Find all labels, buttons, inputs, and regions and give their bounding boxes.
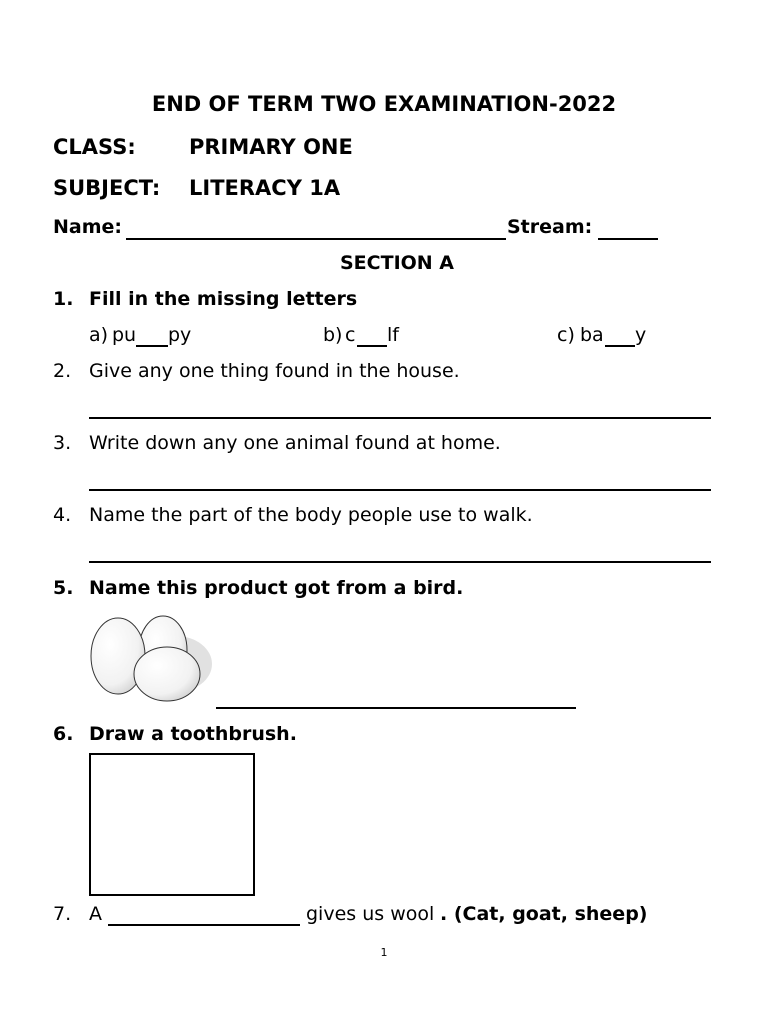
question-3-text: Write down any one animal found at home. [89, 432, 501, 454]
eggs-illustration [88, 612, 216, 704]
option-a-after: py [168, 324, 192, 346]
option-b-after: lf [387, 324, 399, 346]
question-4-text: Name the part of the body people use to walk. [89, 504, 533, 526]
question-3-number: 3. [53, 432, 72, 454]
question-7-number: 7. [53, 903, 72, 925]
subject-value: LITERACY 1A [189, 176, 341, 200]
drawing-box[interactable] [89, 753, 255, 896]
name-blank[interactable] [126, 238, 506, 240]
exam-title: END OF TERM TWO EXAMINATION-2022 [151, 92, 617, 116]
question-2-number: 2. [53, 360, 72, 382]
option-b-blank[interactable] [357, 345, 387, 347]
stream-label: Stream: [507, 216, 593, 238]
question-5-answer-line[interactable] [216, 707, 576, 709]
class-label: CLASS: [53, 135, 136, 159]
question-4-answer-line[interactable] [89, 561, 711, 563]
question-6-text: Draw a toothbrush. [89, 723, 297, 745]
question-7-hint: . (Cat, goat, sheep) [440, 903, 648, 925]
subject-label: SUBJECT: [53, 176, 161, 200]
question-5-text: Name this product got from a bird. [89, 577, 464, 599]
option-b-before: c [345, 324, 356, 346]
option-a-before: pu [112, 324, 137, 346]
page-number: 1 [380, 946, 388, 959]
question-4-number: 4. [53, 504, 72, 526]
egg-front [134, 647, 200, 701]
option-a-blank[interactable] [136, 345, 168, 347]
question-1-number: 1. [53, 288, 74, 310]
section-heading: SECTION A [340, 252, 455, 274]
option-c-after: y [635, 324, 647, 346]
question-2-text: Give any one thing found in the house. [89, 360, 460, 382]
question-7-after: gives us wool [306, 903, 435, 925]
question-7-blank[interactable] [108, 924, 300, 926]
stream-blank[interactable] [598, 238, 658, 240]
question-3-answer-line[interactable] [89, 489, 711, 491]
question-1-text: Fill in the missing letters [89, 288, 358, 310]
name-label: Name: [53, 216, 123, 238]
option-c-before: ba [580, 324, 604, 346]
option-c-label: c) [557, 324, 575, 346]
option-c-blank[interactable] [605, 345, 635, 347]
class-value: PRIMARY ONE [189, 135, 353, 159]
option-b-label: b) [323, 324, 343, 346]
question-6-number: 6. [53, 723, 74, 745]
question-7-before: A [89, 903, 102, 925]
question-5-number: 5. [53, 577, 74, 599]
option-a-label: a) [89, 324, 109, 346]
question-2-answer-line[interactable] [89, 417, 711, 419]
